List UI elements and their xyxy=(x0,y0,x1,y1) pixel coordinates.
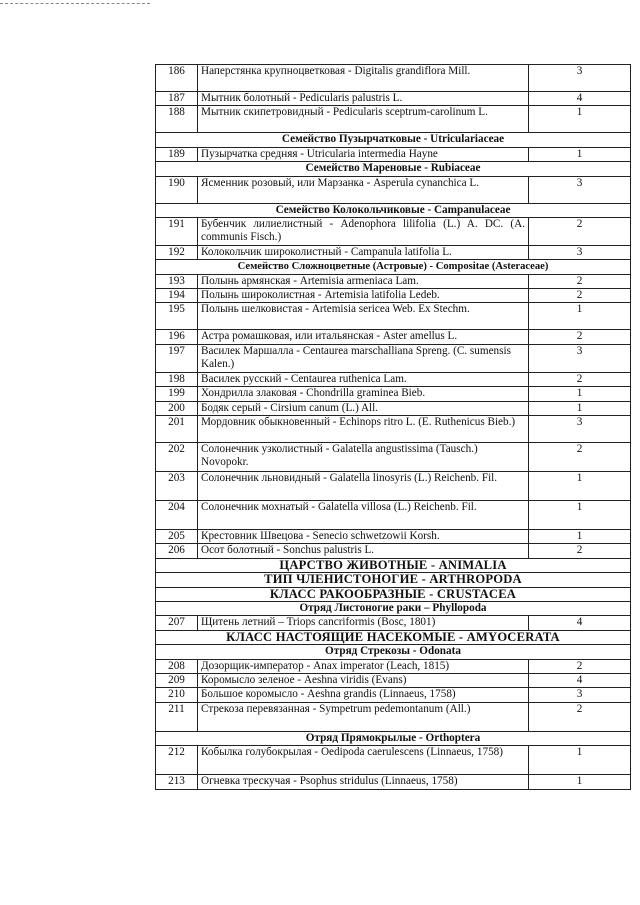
row-number-cell: 209 xyxy=(156,673,198,687)
table-row xyxy=(156,544,631,558)
table-row xyxy=(156,106,631,133)
row-number-cell: 201 xyxy=(156,415,198,442)
section-heading: ТИП ЧЛЕНИСТОНОГИЕ - ARTHROPODA xyxy=(156,573,631,587)
category-count-cell: 1 xyxy=(529,471,631,500)
section-heading-row xyxy=(156,260,631,274)
category-count-cell: 1 xyxy=(529,303,631,330)
section-heading-row xyxy=(156,133,631,147)
category-count-cell: 1 xyxy=(529,147,631,161)
row-number-cell: 197 xyxy=(156,344,198,372)
species-name-cell: Большое коромысло - Aeshna grandis (Linnaeus, 1758) xyxy=(198,688,529,702)
species-name-cell: Солонечник узколистный - Galatella angustissima (Tausch.) Novopokr. xyxy=(198,442,529,471)
species-name-cell: Бодяк серый - Cirsium canum (L.) All. xyxy=(198,401,529,415)
category-count-cell: 4 xyxy=(529,673,631,687)
row-number-cell: 205 xyxy=(156,529,198,543)
category-count-cell: 1 xyxy=(529,775,631,789)
table-row xyxy=(156,92,631,106)
table-row xyxy=(156,344,631,372)
section-heading: КЛАСС НАСТОЯЩИЕ НАСЕКОМЫЕ - AMYOCERATA xyxy=(156,630,631,644)
row-number-cell: 199 xyxy=(156,387,198,401)
table-row xyxy=(156,500,631,529)
table-row xyxy=(156,702,631,731)
species-name-cell: Наперстянка крупноцветковая - Digitalis grandiflora Mill. xyxy=(198,65,529,92)
row-number-cell: 208 xyxy=(156,659,198,673)
category-count-cell: 3 xyxy=(529,415,631,442)
row-number-cell: 193 xyxy=(156,274,198,288)
species-name-cell: Дозорщик-император - Anax imperator (Leach, 1815) xyxy=(198,659,529,673)
category-count-cell: 2 xyxy=(529,372,631,386)
category-count-cell: 2 xyxy=(529,274,631,288)
category-count-cell: 1 xyxy=(529,106,631,133)
section-heading: Семейство Сложноцветные (Астровые) - Compositae (Asteraceae) xyxy=(156,260,631,274)
species-name-cell: Солонечник льновидный - Galatella linosyris (L.) Reichenb. Fil. xyxy=(198,471,529,500)
table-row xyxy=(156,147,631,161)
species-name-cell: Полынь широколистная - Artemisia latifolia Ledeb. xyxy=(198,289,529,303)
table-row xyxy=(156,442,631,471)
species-name-cell: Бубенчик лилиелистный - Adenophora lilifolia (L.) A. DC. (A. communis Fisch.) xyxy=(198,218,529,246)
table-row xyxy=(156,688,631,702)
section-heading-row xyxy=(156,203,631,217)
category-count-cell: 1 xyxy=(529,401,631,415)
section-heading-row xyxy=(156,731,631,745)
species-name-cell: Стрекоза перевязанная - Sympetrum pedemontanum (All.) xyxy=(198,702,529,731)
section-heading: Семейство Пузырчатковые - Utriculariaceae xyxy=(156,133,631,147)
species-name-cell: Коромысло зеленое - Aeshna viridis (Evans) xyxy=(198,673,529,687)
scan-edge-mark xyxy=(0,3,150,4)
category-count-cell: 2 xyxy=(529,218,631,246)
table-row xyxy=(156,303,631,330)
category-count-cell: 2 xyxy=(529,702,631,731)
section-heading: Отряд Листоногие раки – Phyllopoda xyxy=(156,601,631,615)
category-count-cell: 2 xyxy=(529,659,631,673)
table-row xyxy=(156,330,631,344)
section-heading: Отряд Прямокрылые - Orthoptera xyxy=(156,731,631,745)
row-number-cell: 192 xyxy=(156,245,198,259)
species-name-cell: Щитень летний – Triops cancriformis (Bosc, 1801) xyxy=(198,616,529,630)
row-number-cell: 211 xyxy=(156,702,198,731)
category-count-cell: 1 xyxy=(529,529,631,543)
table-row xyxy=(156,673,631,687)
species-name-cell: Огневка трескучая - Psophus stridulus (Linnaeus, 1758) xyxy=(198,775,529,789)
section-heading-row xyxy=(156,630,631,644)
table-row xyxy=(156,401,631,415)
section-heading: КЛАСС РАКООБРАЗНЫЕ - CRUSTACEA xyxy=(156,587,631,601)
section-heading-row xyxy=(156,587,631,601)
category-count-cell: 2 xyxy=(529,289,631,303)
table-row xyxy=(156,387,631,401)
species-name-cell: Солонечник мохнатый - Galatella villosa (L.) Reichenb. Fil. xyxy=(198,500,529,529)
section-heading-row xyxy=(156,558,631,572)
row-number-cell: 212 xyxy=(156,746,198,775)
species-name-cell: Полынь армянская - Artemisia armeniaca Lam. xyxy=(198,274,529,288)
species-name-cell: Пузырчатка средняя - Utricularia intermedia Hayne xyxy=(198,147,529,161)
table-row xyxy=(156,616,631,630)
category-count-cell: 2 xyxy=(529,330,631,344)
row-number-cell: 189 xyxy=(156,147,198,161)
category-count-cell: 2 xyxy=(529,442,631,471)
table-row xyxy=(156,471,631,500)
section-heading-row xyxy=(156,601,631,615)
row-number-cell: 200 xyxy=(156,401,198,415)
category-count-cell: 3 xyxy=(529,688,631,702)
row-number-cell: 191 xyxy=(156,218,198,246)
row-number-cell: 203 xyxy=(156,471,198,500)
category-count-cell: 2 xyxy=(529,544,631,558)
category-count-cell: 3 xyxy=(529,245,631,259)
table-row xyxy=(156,746,631,775)
row-number-cell: 194 xyxy=(156,289,198,303)
section-heading-row xyxy=(156,573,631,587)
table-row xyxy=(156,289,631,303)
category-count-cell: 1 xyxy=(529,746,631,775)
species-name-cell: Ясменник розовый, или Марзанка - Asperula cynanchica L. xyxy=(198,176,529,203)
species-name-cell: Мордовник обыкновенный - Echinops ritro L. (E. Ruthenicus Bieb.) xyxy=(198,415,529,442)
table-row xyxy=(156,372,631,386)
table-row xyxy=(156,659,631,673)
species-name-cell: Астра ромашковая, или итальянская - Aster amellus L. xyxy=(198,330,529,344)
table-row xyxy=(156,176,631,203)
species-name-cell: Мытник болотный - Pedicularis palustris L. xyxy=(198,92,529,106)
table-row xyxy=(156,529,631,543)
table-row xyxy=(156,775,631,789)
table-row xyxy=(156,65,631,92)
table-row xyxy=(156,415,631,442)
table-row xyxy=(156,245,631,259)
category-count-cell: 3 xyxy=(529,176,631,203)
category-count-cell: 1 xyxy=(529,387,631,401)
species-name-cell: Колокольчик широколистный - Campanula latifolia L. xyxy=(198,245,529,259)
row-number-cell: 213 xyxy=(156,775,198,789)
species-table xyxy=(155,64,631,790)
row-number-cell: 198 xyxy=(156,372,198,386)
category-count-cell: 1 xyxy=(529,500,631,529)
row-number-cell: 207 xyxy=(156,616,198,630)
section-heading-row xyxy=(156,645,631,659)
section-heading: Семейство Мареновые - Rubiaceae xyxy=(156,162,631,176)
row-number-cell: 206 xyxy=(156,544,198,558)
row-number-cell: 187 xyxy=(156,92,198,106)
row-number-cell: 186 xyxy=(156,65,198,92)
row-number-cell: 202 xyxy=(156,442,198,471)
category-count-cell: 4 xyxy=(529,92,631,106)
row-number-cell: 204 xyxy=(156,500,198,529)
row-number-cell: 188 xyxy=(156,106,198,133)
category-count-cell: 3 xyxy=(529,65,631,92)
species-name-cell: Полынь шелковистая - Artemisia sericea Web. Ex Stechm. xyxy=(198,303,529,330)
species-name-cell: Мытник скипетровидный - Pedicularis sceptrum-carolinum L. xyxy=(198,106,529,133)
species-name-cell: Василек Маршалла - Centaurea marschalliana Spreng. (C. sumensis Kalen.) xyxy=(198,344,529,372)
section-heading: Семейство Колокольчиковые - Campanulaceae xyxy=(156,203,631,217)
species-name-cell: Крестовник Швецова - Senecio schwetzowii Korsh. xyxy=(198,529,529,543)
row-number-cell: 196 xyxy=(156,330,198,344)
species-name-cell: Василек русский - Centaurea ruthenica Lam. xyxy=(198,372,529,386)
table-row xyxy=(156,274,631,288)
row-number-cell: 195 xyxy=(156,303,198,330)
row-number-cell: 190 xyxy=(156,176,198,203)
species-name-cell: Хондрилла злаковая - Chondrilla graminea Bieb. xyxy=(198,387,529,401)
species-name-cell: Осот болотный - Sonchus palustris L. xyxy=(198,544,529,558)
row-number-cell: 210 xyxy=(156,688,198,702)
species-table-body xyxy=(156,65,631,790)
section-heading: ЦАРСТВО ЖИВОТНЫЕ - ANIMALIA xyxy=(156,558,631,572)
table-row xyxy=(156,218,631,246)
document-page xyxy=(155,64,625,790)
species-name-cell: Кобылка голубокрылая - Oedipoda caerulescens (Linnaeus, 1758) xyxy=(198,746,529,775)
section-heading: Отряд Стрекозы - Odonata xyxy=(156,645,631,659)
category-count-cell: 4 xyxy=(529,616,631,630)
section-heading-row xyxy=(156,162,631,176)
category-count-cell: 3 xyxy=(529,344,631,372)
